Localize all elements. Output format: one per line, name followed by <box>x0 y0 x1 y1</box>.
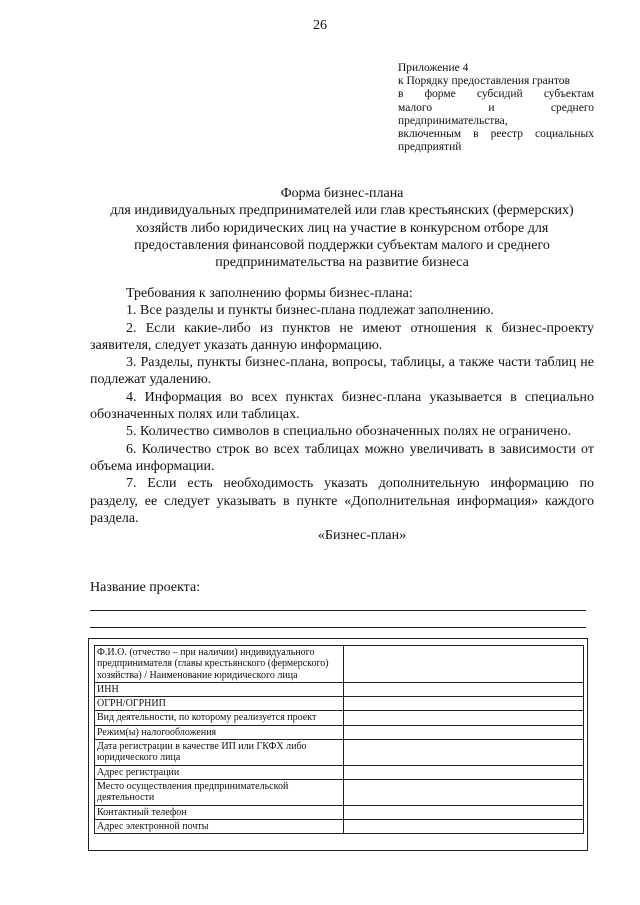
row-value-field[interactable] <box>344 740 584 766</box>
row-label: Место осуществления предпринимательской деятельности <box>95 779 344 805</box>
row-label: ОГРН/ОГРНИП <box>95 697 344 711</box>
table-row <box>95 725 584 739</box>
table-row <box>95 697 584 711</box>
row-label: ИНН <box>95 682 344 696</box>
table-row <box>95 711 584 725</box>
requirements-section <box>90 285 594 544</box>
row-value-field[interactable] <box>344 805 584 819</box>
row-value-field[interactable] <box>344 779 584 805</box>
table-row <box>95 765 584 779</box>
row-label: Адрес регистрации <box>95 765 344 779</box>
project-name-label: Название проекта: <box>90 580 201 595</box>
appendix-line: к Порядку предоставления грантов <box>398 75 570 88</box>
project-name-line-2[interactable] <box>90 627 586 628</box>
row-value-field[interactable] <box>344 711 584 725</box>
row-value-field[interactable] <box>344 725 584 739</box>
requirement-item: 7. Если есть необходимость указать дополнительную информацию по разделу, ее следует указывать в пункте «Дополнительная информация» каждого раздела. <box>90 476 594 526</box>
row-label: Вид деятельности, по которому реализуется проект <box>95 711 344 725</box>
title-line: предоставления финансовой поддержки субъектам малого и среднего <box>134 237 550 253</box>
appendix-line: предпринимательства, <box>398 114 508 127</box>
row-label: Режим(ы) налогообложения <box>95 725 344 739</box>
row-value-field[interactable] <box>344 819 584 833</box>
appendix-line: включенным в реестр социальных <box>398 128 594 141</box>
row-label: Контактный телефон <box>95 805 344 819</box>
row-label: Ф.И.О. (отчество – при наличии) индивидуального предпринимателя (главы крестьянского (фермерского) хозяйства) / Наименование юридического лица <box>95 646 344 683</box>
requirement-item: 3. Разделы, пункты бизнес-плана, вопросы, таблицы, а также части таблиц не подлежат удалению. <box>90 355 594 388</box>
row-value-field[interactable] <box>344 697 584 711</box>
appendix-line: малого и среднего <box>398 101 594 114</box>
appendix-line: в форме субсидий субъектам <box>398 88 594 101</box>
appendix-line: Приложение 4 <box>398 62 469 74</box>
appendix-header <box>398 62 594 154</box>
business-plan-label: «Бизнес-план» <box>317 528 407 544</box>
title-line: хозяйств либо юридических лиц на участие в конкурсном отборе для <box>135 220 549 236</box>
row-label: Дата регистрации в качестве ИП или ГКФХ либо юридического лица <box>95 740 344 766</box>
table-row <box>95 682 584 696</box>
table-row <box>95 740 584 766</box>
requirement-item: 6. Количество строк во всех таблицах можно увеличивать в зависимости от объема информации. <box>90 441 594 474</box>
page-number: 26 <box>313 18 327 33</box>
requirement-item: 2. Если какие-либо из пунктов не имеют отношения к бизнес-проекту заявителя, следует указать данную информацию. <box>90 320 594 353</box>
project-name-line[interactable] <box>90 610 586 611</box>
requirements-heading: Требования к заполнению формы бизнес-плана: <box>126 286 413 301</box>
row-value-field[interactable] <box>344 682 584 696</box>
title-line: предпринимательства на развитие бизнеса <box>215 255 469 271</box>
table-row <box>95 646 584 683</box>
row-value-field[interactable] <box>344 765 584 779</box>
document-title <box>88 185 596 271</box>
title-line: для индивидуальных предпринимателей или глав крестьянских (фермерских) <box>110 203 574 219</box>
table-row <box>95 805 584 819</box>
requirement-item: 4. Информация во всех пунктах бизнес-плана указывается в специально обозначенных полях или таблицах. <box>90 389 594 423</box>
requirement-item: 5. Количество символов в специально обозначенных полях не ограничено. <box>126 424 572 440</box>
row-value-field[interactable] <box>344 646 584 683</box>
row-label: Адрес электронной почты <box>95 819 344 833</box>
applicant-info-table <box>94 645 584 834</box>
appendix-line: предприятий <box>398 141 462 154</box>
requirement-item: 1. Все разделы и пункты бизнес-плана подлежат заполнению. <box>126 303 494 319</box>
table-row <box>95 819 584 833</box>
title-line: Форма бизнес-плана <box>280 186 404 201</box>
table-row <box>95 779 584 805</box>
